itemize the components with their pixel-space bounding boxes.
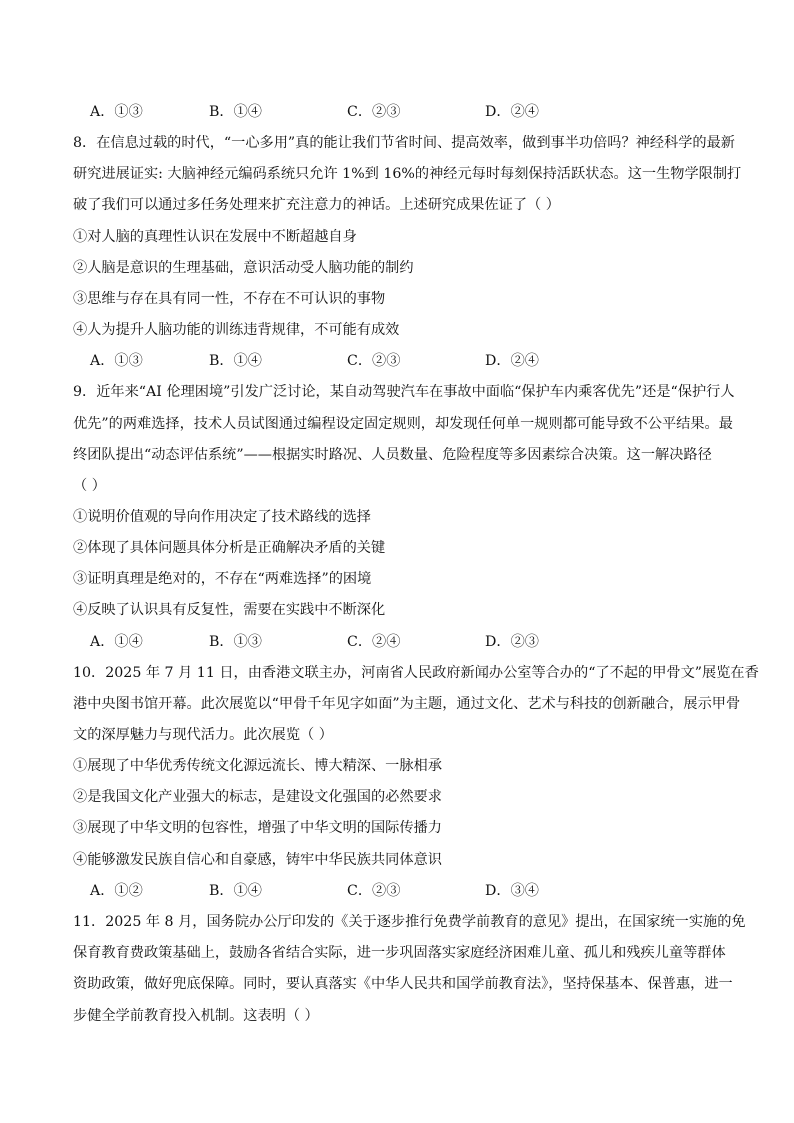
q7-option-a: A．①③ [90, 104, 143, 120]
q9-statement-3: ③证明真理是绝对的，不存在“两难选择”的困境 [73, 571, 372, 587]
q9-option-a: A．①④ [90, 634, 143, 650]
q8-statement-3: ③思维与存在具有同一性，不存在不可认识的事物 [73, 291, 386, 307]
q8-statement-2: ②人脑是意识的生理基础，意识活动受人脑功能的制约 [73, 260, 414, 276]
q9-options [90, 632, 690, 652]
q10-stem-line-3: 文的深厚魅力与现代活力。此次展览（ ） [73, 727, 333, 743]
q8-stem-line-3: 破了我们可以通过多任务处理来扩充注意力的神话。上述研究成果佐证了（ ） [73, 197, 560, 213]
q8-options [90, 351, 690, 371]
q11-stem-line-3: 资助政策，做好兜底保障。同时，要认真落实《中华人民共和国学前教育法》，坚持保基本、保普惠，进一 [73, 976, 733, 992]
q9-option-c: C．②④ [347, 634, 401, 650]
q8-option-b: B．①④ [209, 353, 262, 369]
q9-option-d: D．②③ [485, 634, 539, 650]
q11-stem-line-4: 步健全学前教育投入机制。这表明（ ） [73, 1008, 319, 1024]
q9-option-b: B．①③ [209, 634, 262, 650]
q10-statement-1: ①展现了中华优秀传统文化源远流长、博大精深、一脉相承 [73, 758, 442, 774]
q8-stem-line-2: 研究进展证实: 大脑神经元编码系统只允许 1%到 16%的神经元每时每刻保持活跃状态。这一生物学限制打 [73, 166, 742, 182]
q10-statement-3: ③展现了中华文明的包容性，增强了中华文明的国际传播力 [73, 820, 442, 836]
q9-statement-2: ②体现了具体问题具体分析是正确解决矛盾的关键 [73, 540, 386, 556]
q10-option-a: A．①② [90, 883, 143, 899]
q8-option-d: D．②④ [485, 353, 539, 369]
q10-options [90, 881, 690, 901]
q7-option-c: C．②③ [347, 104, 401, 120]
q10-option-c: C．②③ [347, 883, 401, 899]
q7-options [90, 102, 690, 122]
q11-stem-line-2: 保育教育费政策基础上，鼓励各省结合实际，进一步巩固落实家庭经济困难儿童、孤儿和残疾儿童等群体 [73, 945, 726, 961]
q8-statement-1: ①对人脑的真理性认识在发展中不断超越自身 [73, 229, 357, 245]
q10-option-b: B．①④ [209, 883, 262, 899]
q9-stem-line-2: 优先”的两难选择，技术人员试图通过编程设定固定规则，却发现任何单一规则都可能导致不公平结果。最 [73, 416, 733, 432]
q9-statement-1: ①说明价值观的导向作用决定了技术路线的选择 [73, 509, 371, 525]
q7-option-d: D．②④ [485, 104, 539, 120]
q8-option-a: A．①③ [90, 353, 143, 369]
q8-option-c: C．②③ [347, 353, 401, 369]
q10-statement-4: ④能够激发民族自信心和自豪感，铸牢中华民族共同体意识 [73, 852, 442, 868]
q10-option-d: D．③④ [485, 883, 539, 899]
q10-statement-2: ②是我国文化产业强大的标志，是建设文化强国的必然要求 [73, 789, 442, 805]
q8-statement-4: ④人为提升人脑功能的训练违背规律，不可能有成效 [73, 322, 400, 338]
q9-stem-line-1: 9．近年来“AI 伦理困境”引发广泛讨论，某自动驾驶汽车在事故中面临“保护车内乘客优先”还是“保护行人 [73, 384, 735, 400]
q11-stem-line-1: 11．2025 年 8 月，国务院办公厅印发的《关于逐步推行免费学前教育的意见》提出，在国家统一实施的免 [73, 914, 746, 930]
q9-stem-line-4: （ ） [73, 478, 106, 494]
q10-stem-line-2: 港中央图书馆开幕。此次展览以“甲骨千年见字如面”为主题，通过文化、艺术与科技的创新融合，展示甲骨 [73, 696, 741, 712]
q8-stem-line-1: 8．在信息过载的时代，“一心多用”真的能让我们节省时间、提高效率，做到事半功倍吗？神经科学的最新 [73, 135, 735, 151]
q9-statement-4: ④反映了认识具有反复性，需要在实践中不断深化 [73, 602, 386, 618]
q10-stem-line-1: 10．2025 年 7 月 11 日，由香港文联主办，河南省人民政府新闻办公室等合办的“了不起的甲骨文”展览在香 [73, 665, 759, 681]
q9-stem-line-3: 终团队提出“动态评估系统”——根据实时路况、人员数量、危险程度等多因素综合决策。这一解决路径 [73, 447, 712, 463]
q7-option-b: B．①④ [209, 104, 262, 120]
